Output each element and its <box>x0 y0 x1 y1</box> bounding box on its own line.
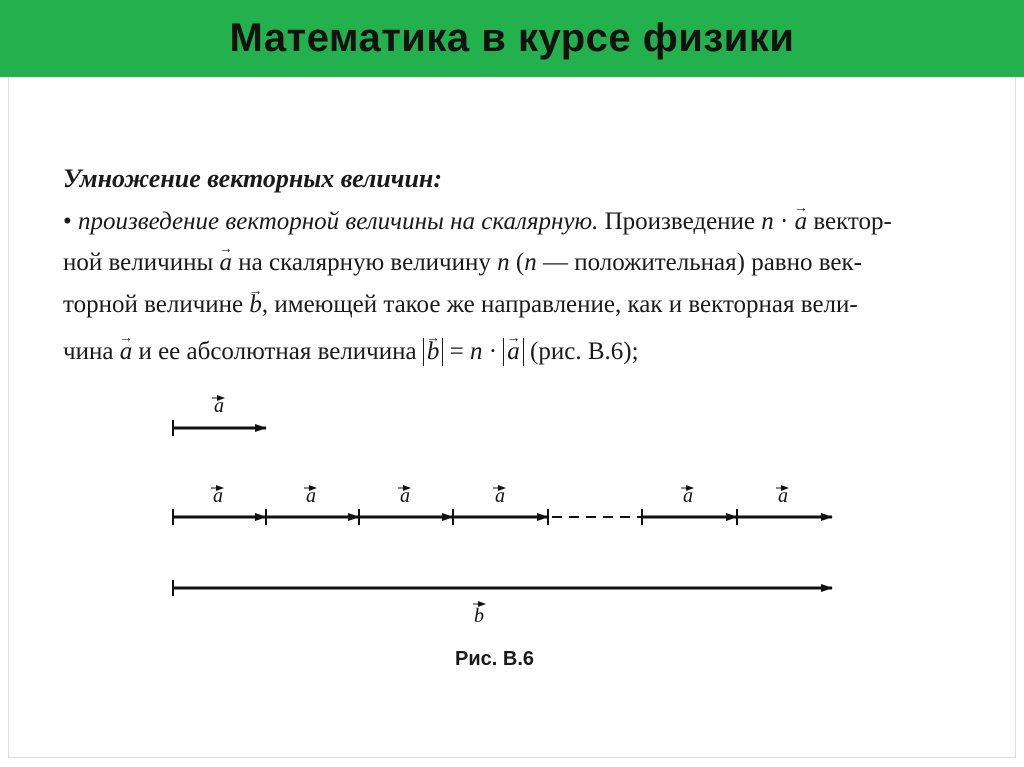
definition-term: произведение векторной величины на скалярную. <box>78 208 599 235</box>
text-fragment: торной величине <box>63 291 250 318</box>
svg-text:a: a <box>778 485 788 507</box>
svg-text:a: a <box>400 485 410 507</box>
text-fragment: Произведение <box>598 208 762 235</box>
vector-a: → a <box>795 209 808 234</box>
vector-b: → b <box>249 292 262 317</box>
scalar-n: n <box>524 249 537 276</box>
equals-sign: = <box>443 338 470 365</box>
text-fragment: вектор- <box>807 208 892 235</box>
vector-b-label <box>473 604 485 627</box>
vector-a: → a <box>507 338 520 366</box>
text-fragment: ной величины <box>63 249 220 276</box>
dot-operator: · <box>482 338 504 365</box>
vector-b-result <box>173 580 832 596</box>
vector-a: → a <box>220 250 233 275</box>
bullet: • <box>63 208 72 235</box>
scalar-n: n <box>761 208 774 235</box>
scalar-n: n <box>469 338 483 365</box>
svg-text:a: a <box>214 395 224 417</box>
vector-a-label <box>212 395 224 417</box>
vector-a-single <box>173 420 266 436</box>
slide-title: Математика в курсе физики <box>229 16 795 60</box>
scalar-n: n <box>497 249 510 276</box>
svg-text:b: b <box>474 605 484 627</box>
svg-text:a: a <box>306 485 316 507</box>
vector-a: → a <box>120 339 133 364</box>
vector-b: → b <box>427 338 440 366</box>
text-fragment: на скалярную величину <box>232 249 498 276</box>
vector-chain <box>173 509 832 525</box>
svg-text:a: a <box>683 485 693 507</box>
figure-caption: Рис. В.6 <box>455 648 534 670</box>
text-fragment: , имеющей такое же направление, как и векторная вели- <box>261 291 858 318</box>
text-fragment: (рис. В.6); <box>523 338 639 365</box>
text-fragment: чина <box>63 338 120 365</box>
text-fragment: ( <box>509 249 525 276</box>
vector-chain-labels <box>211 485 788 507</box>
svg-text:a: a <box>213 485 223 507</box>
section-heading: Умножение векторных величин: <box>63 164 443 193</box>
text-fragment: и ее абсолютная величина <box>132 338 423 365</box>
dot-operator: · <box>773 208 795 235</box>
text-fragment: — положительная) равно век- <box>536 249 862 276</box>
svg-text:a: a <box>495 485 505 507</box>
